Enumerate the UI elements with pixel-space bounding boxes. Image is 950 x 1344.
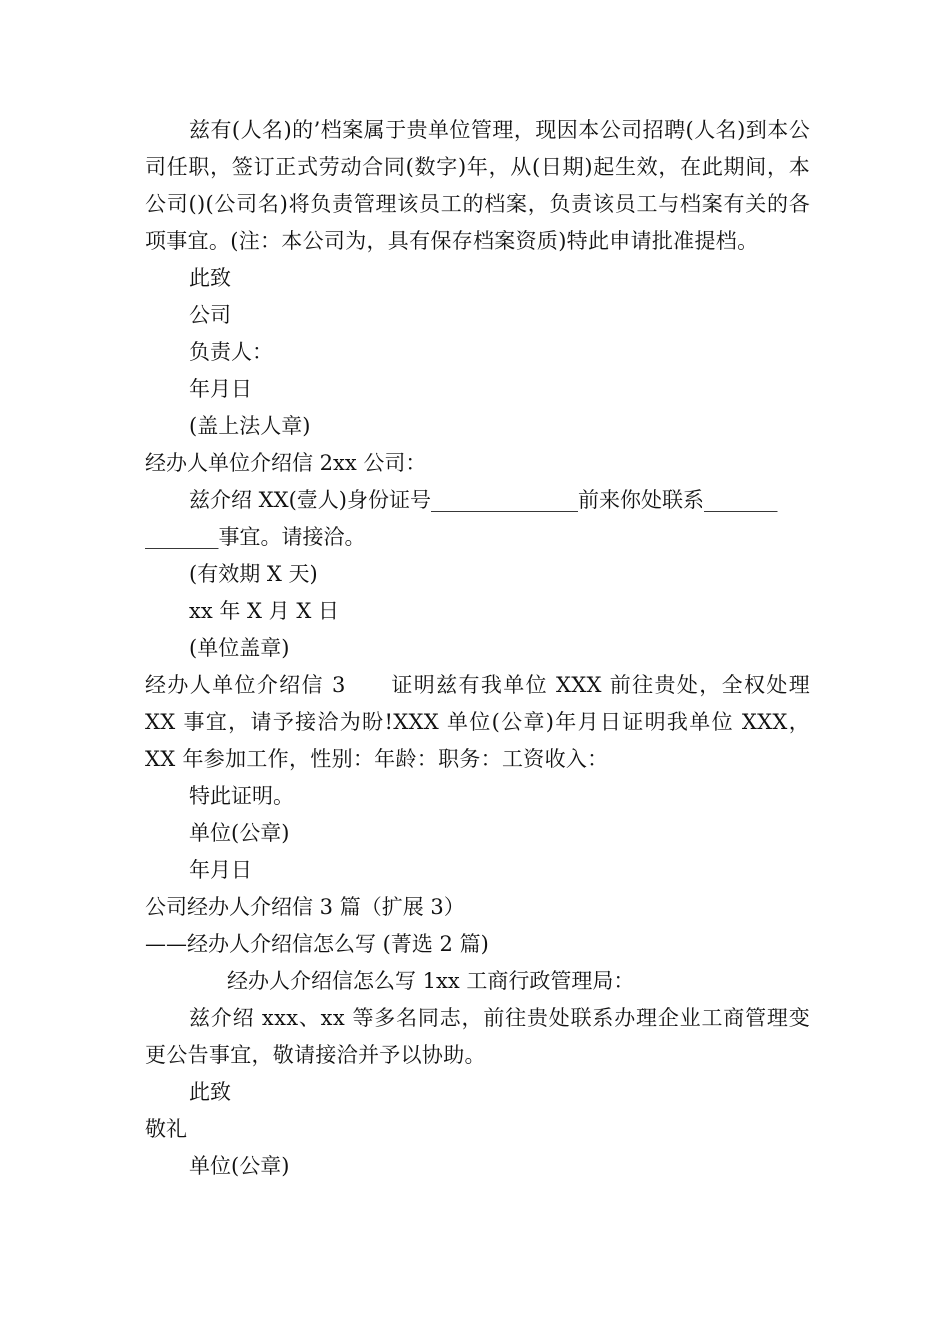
letter1-company: 公司 — [189, 303, 231, 327]
extension-subtitle: ——经办人介绍信怎么写 (菁选 2 篇) — [145, 932, 489, 956]
letter1-body: 兹有(人名)的’档案属于贵单位管理，现因本公司招聘(人名)到本公司任职，签订正式劳动合同(数字)年，从(日期)起生效，在此期间，本公司()(公司名)将负责管理该员工的档案，负责该员工与档案有关的各项事宜。(注：本公司为，具有保存档案资质)特此申请批准提档。 — [145, 118, 810, 253]
letter2-date: xx 年 X 月 X 日 — [189, 599, 339, 623]
letter3-date: 年月日 — [189, 858, 252, 882]
letter3-certify: 特此证明。 — [189, 784, 294, 808]
letter4-body: 兹介绍 xxx、xx 等多名同志，前往贵处联系办理企业工商管理变更公告事宜，敬请接洽并予以协助。 — [145, 1006, 810, 1067]
extension-title: 公司经办人介绍信 3 篇（扩展 3） — [145, 895, 465, 919]
letter1-closing: 此致 — [189, 266, 231, 290]
letter1-person-in-charge: 负责人： — [189, 340, 273, 364]
letter2-heading: 经办人单位介绍信 2xx 公司： — [145, 451, 427, 475]
letter2-body-line1: 兹介绍 XX(壹人)身份证号______________前来你处联系_______ — [189, 488, 778, 512]
letter3-body: 经办人单位介绍信 3 证明兹有我单位 XXX 前往贵处，全权处理 XX 事宜，请予接洽为盼!XXX 单位(公章)年月日证明我单位 XXX，XX 年参加工作，性别：年龄：职务：工资收入： — [145, 673, 810, 771]
letter3-seal: 单位(公章) — [189, 821, 290, 845]
letter2-body-line2: _______事宜。请接洽。 — [145, 525, 366, 549]
letter2-validity: (有效期 X 天) — [189, 562, 318, 586]
letter1-seal: (盖上法人章) — [189, 414, 311, 438]
letter4-heading: 经办人介绍信怎么写 1xx 工商行政管理局： — [227, 969, 635, 993]
letter2-seal: (单位盖章) — [189, 636, 290, 660]
letter4-salute: 敬礼 — [145, 1117, 187, 1141]
document-page — [145, 112, 810, 1185]
letter1-date: 年月日 — [189, 377, 252, 401]
letter4-closing: 此致 — [189, 1080, 231, 1104]
letter4-seal: 单位(公章) — [189, 1154, 290, 1178]
